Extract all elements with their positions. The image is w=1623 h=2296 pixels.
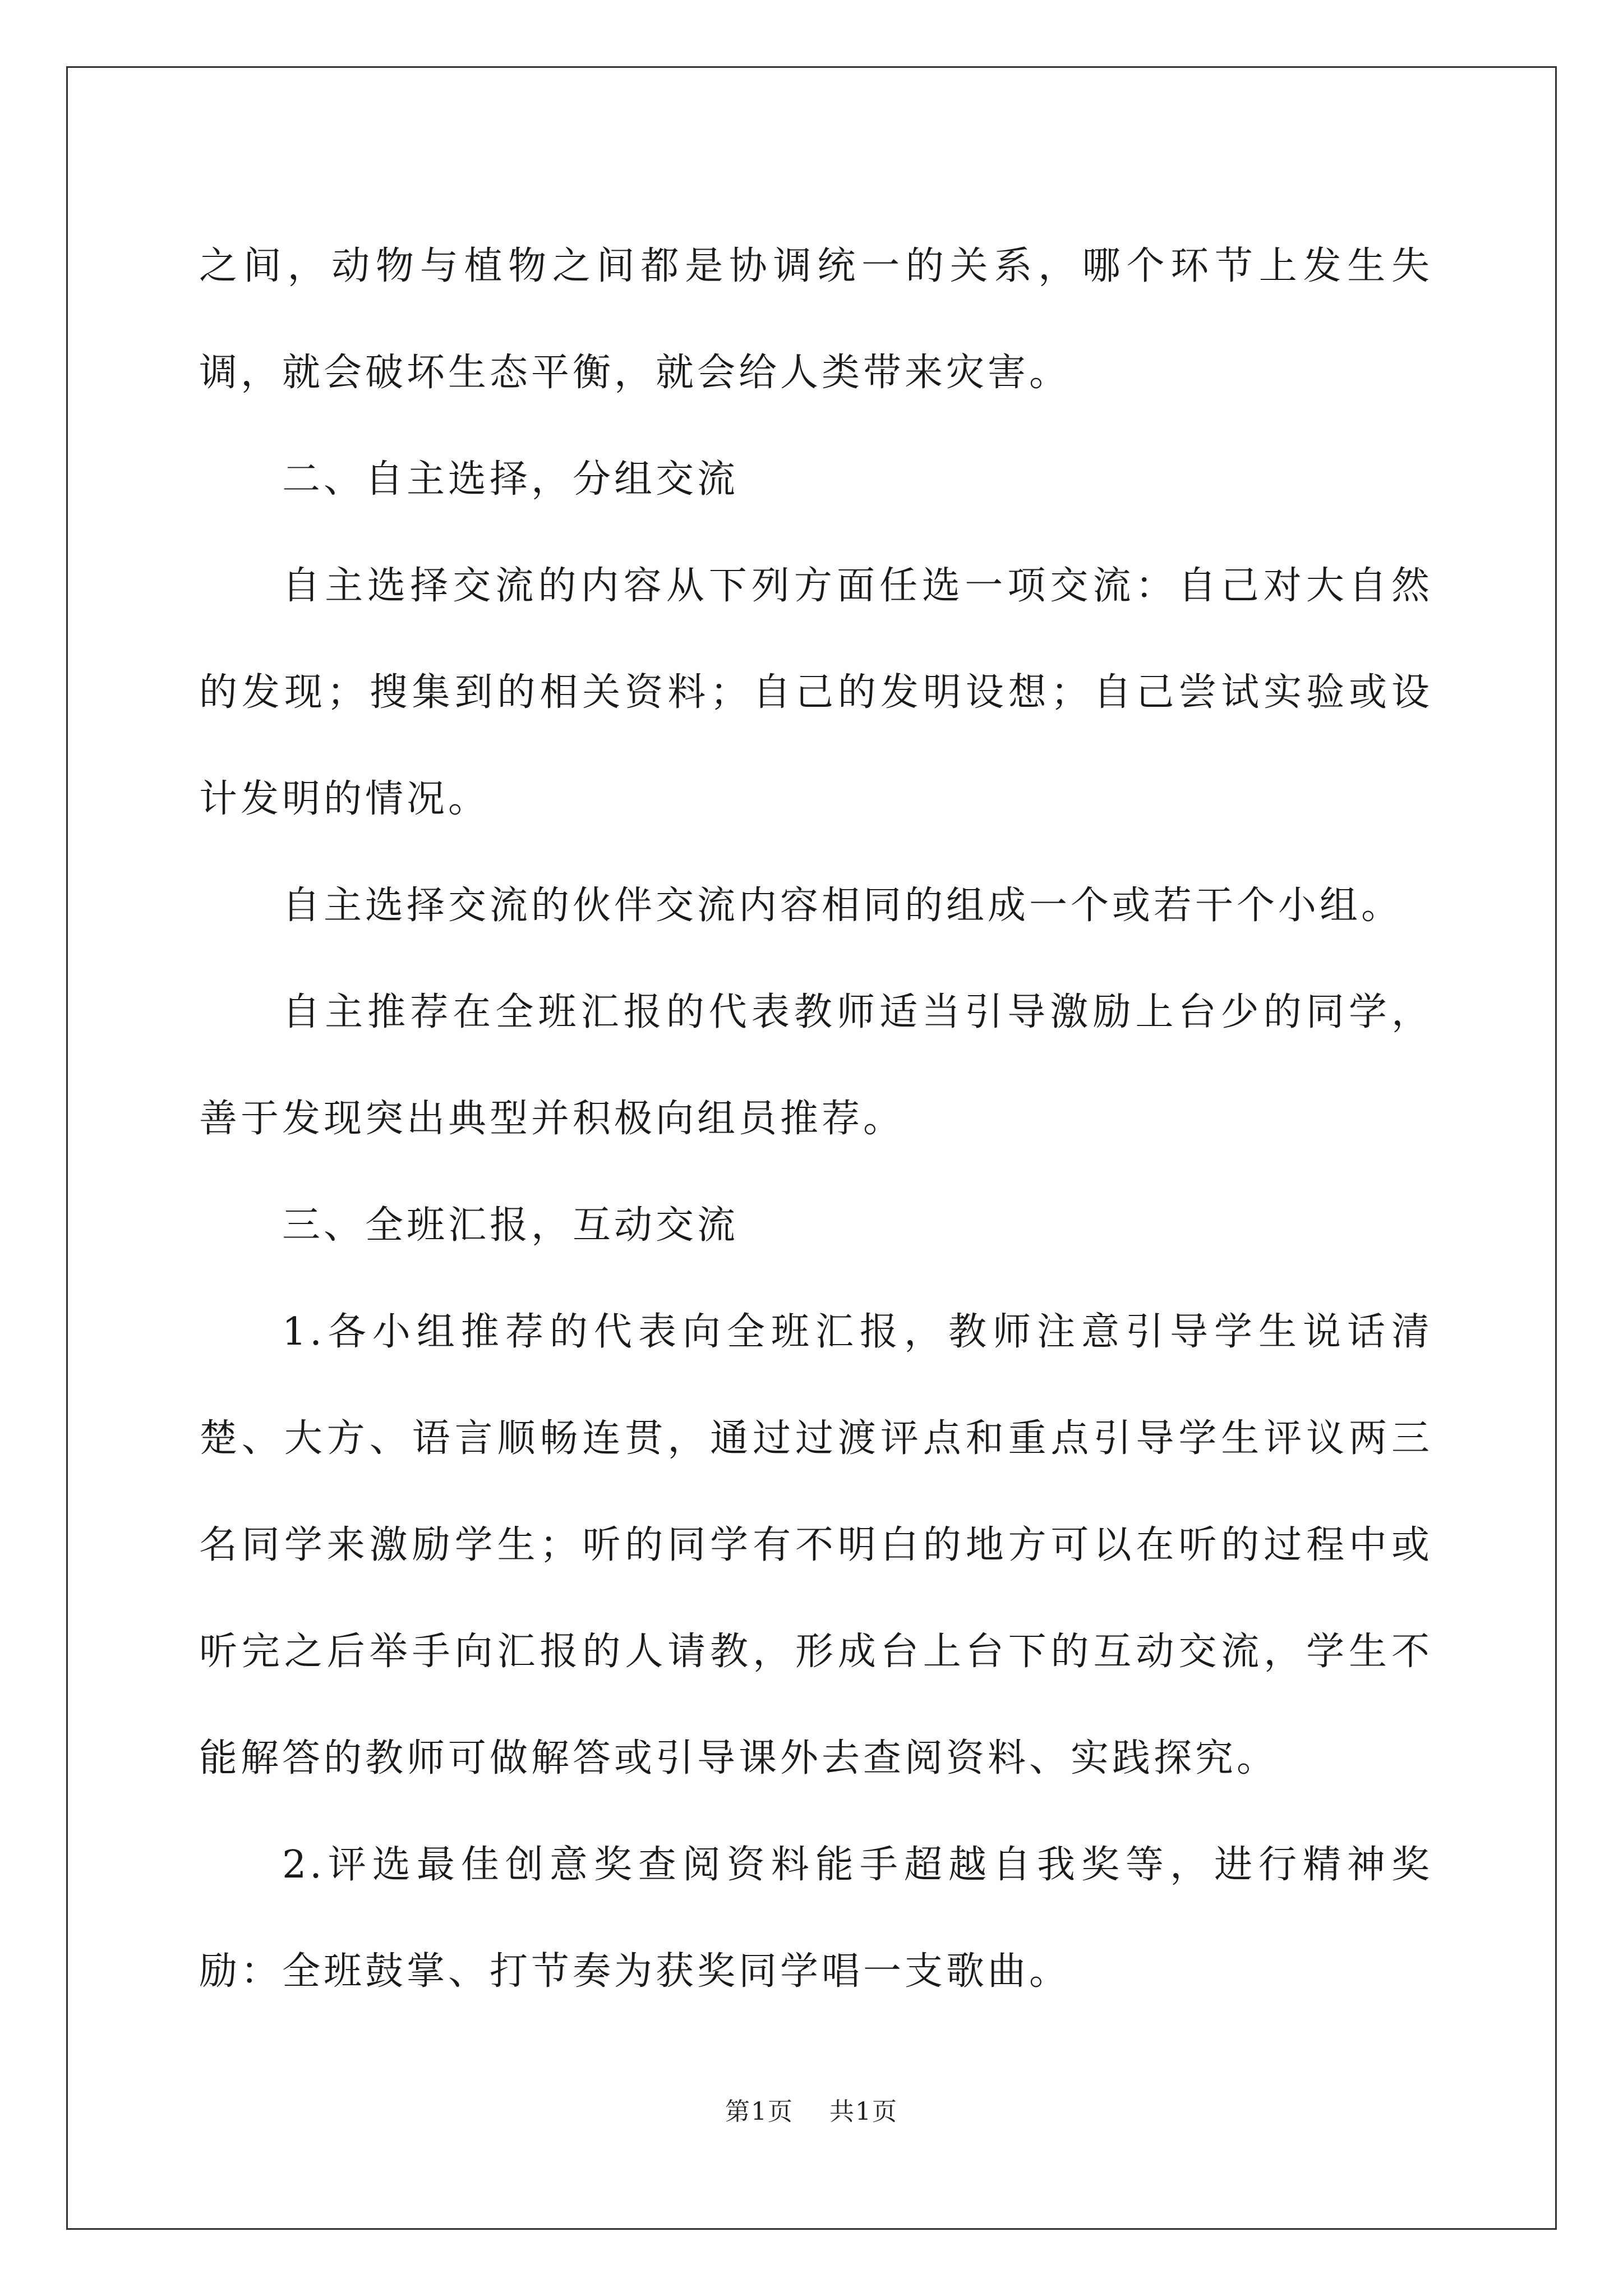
page-number-current: 第1页 [725, 2097, 794, 2126]
section-heading: 三、全班汇报，互动交流 [282, 1203, 739, 1248]
paragraph: 自主推荐在全班汇报的代表教师适当引导激励上台少的同学，善于发现突出典型并积极向组员推荐。 [199, 990, 1433, 1141]
paragraph: 自主选择交流的内容从下列方面任选一项交流：自己对大自然的发现；搜集到的相关资料；自己的发明设想；自己尝试实验或设计发明的情况。 [199, 564, 1433, 821]
page-number-total: 共1页 [829, 2097, 898, 2126]
paragraph: 之间，动物与植物之间都是协调统一的关系，哪个环节上发生失调，就会破坏生态平衡，就会给人类带来灾害。 [199, 244, 1433, 395]
paragraph: 自主选择交流的伙伴交流内容相同的组成一个或若干个小组。 [282, 884, 1403, 928]
paragraph: 2.评选最佳创意奖查阅资料能手超越自我奖等，进行精神奖励：全班鼓掌、打节奏为获奖同学唱一支歌曲。 [199, 1843, 1433, 1994]
document-body [199, 213, 1433, 2025]
page-footer [0, 2091, 1623, 2127]
paragraph: 1.各小组推荐的代表向全班汇报，教师注意引导学生说话清楚、大方、语言顺畅连贯，通过过渡评点和重点引导学生评议两三名同学来激励学生；听的同学有不明白的地方可以在听的过程中或听完之后举手向汇报的人请教，形成台上台下的互动交流，学生不能解答的教师可做解答或引导课外去查阅资料、实践探究。 [199, 1310, 1433, 1780]
section-heading: 二、自主选择，分组交流 [282, 457, 739, 501]
